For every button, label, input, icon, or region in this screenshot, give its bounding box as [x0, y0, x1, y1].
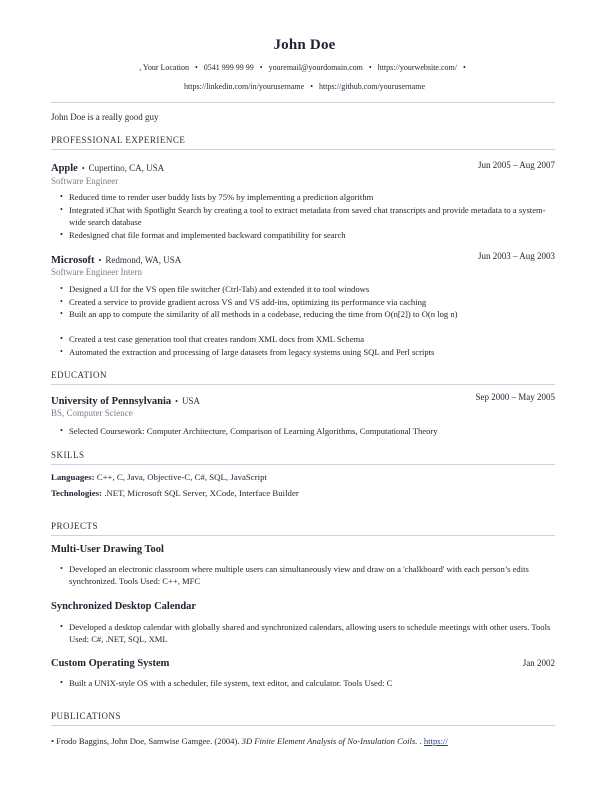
section-heading-skills: SKILLS	[51, 450, 85, 460]
experience-bullet: • Redesigned chat file format and implemented backward compatibility for search	[69, 229, 555, 241]
section-divider	[51, 464, 555, 465]
contact-linkedin[interactable]: https://linkedin.com/in/yourusername	[184, 82, 305, 91]
project-title: Multi-User Drawing Tool	[51, 544, 164, 555]
contact-location: , Your Location	[139, 63, 189, 72]
publication-bullet: •	[51, 736, 55, 746]
project-bullet: • Built a UNIX-style OS with a scheduler, file system, text editor, and calculator. Tools Used: C	[69, 677, 555, 689]
school-location: USA	[181, 396, 200, 406]
separator: •	[175, 397, 178, 406]
section-heading-publications: PUBLICATIONS	[51, 711, 122, 721]
resume-name: John Doe	[273, 37, 336, 53]
publication-tail: .	[419, 736, 422, 746]
separator: •	[81, 164, 85, 173]
degree: BS, Computer Science	[51, 408, 133, 418]
project-title: Synchronized Desktop Calendar	[51, 601, 197, 612]
job-role: Software Engineer Intern	[51, 267, 142, 277]
experience-bullet: • Built an app to compute the similarity of all methods in a codebase, reducing the time from O(n[2]) to O(n log n)	[69, 308, 555, 320]
publication-title: 3D Finite Element Analysis of No-Insulation Coils.	[241, 736, 418, 746]
company-location: Redmond, WA, USA	[105, 255, 182, 265]
contact-line-1	[0, 63, 609, 72]
company-name: Microsoft	[51, 255, 95, 266]
separator: •	[368, 63, 372, 72]
experience-entry-heading	[51, 250, 181, 268]
experience-bullet: • Integrated iChat with Spotlight Search by creating a tool to extract metadata from saved chat transcripts and provide metadata to a system-wide search database	[69, 204, 555, 229]
project-bullet: • Developed an electronic classroom where multiple users can simultaneously view and draw on a 'chalkboard' with each person’s edits synchronized. Tools Used: C++, MFC	[69, 563, 555, 588]
separator: •	[259, 63, 263, 72]
contact-github[interactable]: https://github.com/yourusername	[319, 82, 425, 91]
section-divider	[51, 535, 555, 536]
publication-entry	[51, 736, 555, 746]
section-divider	[51, 384, 555, 385]
separator: •	[462, 63, 466, 72]
skills-languages-label: Languages:	[51, 472, 95, 482]
experience-date: Jun 2005 – Aug 2007	[477, 160, 555, 170]
experience-bullet: • Designed a UI for the VS open file switcher (Ctrl-Tab) and extended it to tool windows	[69, 283, 555, 295]
section-heading-projects: PROJECTS	[51, 521, 99, 531]
education-entry-heading	[51, 391, 200, 409]
separator: •	[194, 63, 198, 72]
publication-authors: Frodo Baggins, John Doe, Samwise Gamgee. (2004).	[56, 736, 240, 746]
experience-bullet: • Created a service to provide gradient across VS and VS add-ins, optimizing its performance via caching	[69, 296, 555, 308]
company-location: Cupertino, CA, USA	[88, 163, 165, 173]
project-bullet: • Developed a desktop calendar with globally shared and synchronized calendars, allowing users to schedule meetings with other users. Tools Used: C#, .NET, SQL, XML	[69, 621, 555, 646]
separator: •	[98, 256, 102, 265]
publication-link[interactable]: https://	[423, 736, 448, 746]
experience-entry-heading	[51, 158, 164, 176]
skills-languages	[51, 472, 267, 482]
experience-bullet: • Reduced time to render user buddy lists by 75% by implementing a prediction algorithm	[69, 191, 555, 203]
project-title: Custom Operating System	[51, 658, 170, 669]
separator: •	[310, 82, 314, 91]
experience-date: Jun 2003 – Aug 2003	[477, 251, 555, 261]
school-name: University of Pennsylvania	[51, 396, 172, 407]
header-divider	[51, 102, 555, 103]
summary-text: John Doe is a really good guy	[51, 112, 159, 122]
section-heading-education: EDUCATION	[51, 370, 107, 380]
company-name: Apple	[51, 163, 78, 174]
contact-phone[interactable]: 0541 999 99 99	[203, 63, 254, 72]
contact-website[interactable]: https://yourwebsite.com/	[377, 63, 457, 72]
experience-bullet: • Automated the extraction and processing of large datasets from legacy systems using SQL and Perl scripts	[69, 346, 555, 358]
skills-languages-value: C++, C, Java, Objective-C, C#, SQL, JavaScript	[96, 472, 267, 482]
skills-technologies	[51, 488, 299, 498]
education-date: Sep 2000 – May 2005	[475, 392, 555, 402]
experience-bullet: • Created a test case generation tool that creates random XML docs from XML Schema	[69, 333, 555, 345]
education-bullet: • Selected Coursework: Computer Architecture, Comparison of Learning Algorithms, Computational Theory	[69, 425, 555, 437]
skills-technologies-label: Technologies:	[51, 488, 102, 498]
section-heading-experience: PROFESSIONAL EXPERIENCE	[51, 135, 186, 145]
skills-technologies-value: .NET, Microsoft SQL Server, XCode, Interface Builder	[104, 488, 299, 498]
section-divider	[51, 725, 555, 726]
section-divider	[51, 149, 555, 150]
contact-line-2	[0, 82, 609, 91]
contact-email[interactable]: youremail@yourdomain.com	[268, 63, 363, 72]
job-role: Software Engineer	[51, 176, 119, 186]
project-date: Jan 2002	[522, 658, 555, 668]
